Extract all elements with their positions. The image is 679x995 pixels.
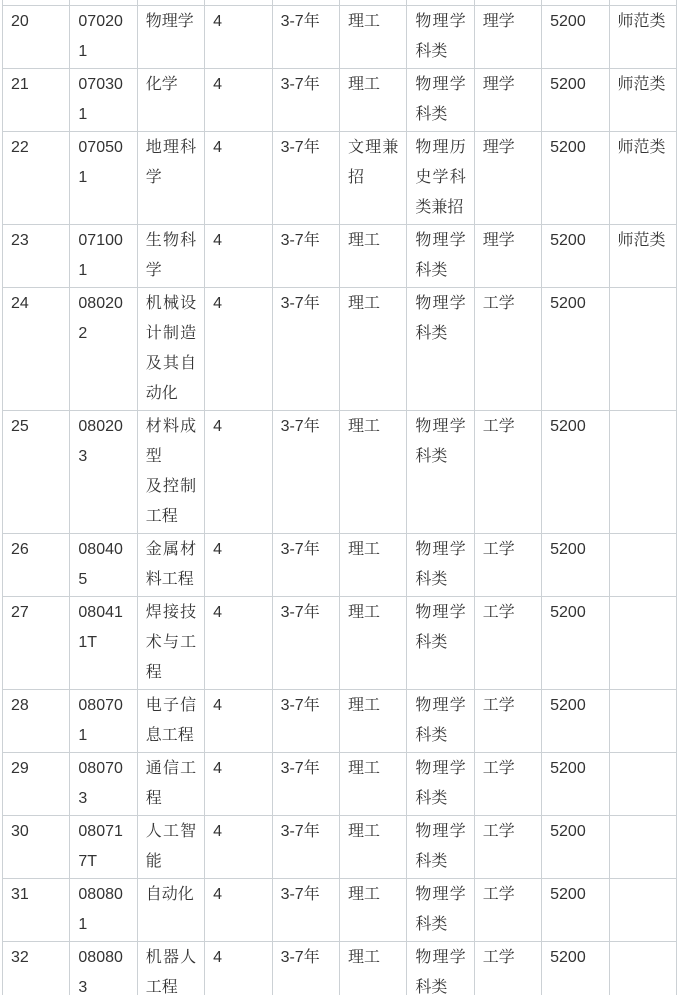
- cell-degree-category: 工学: [474, 288, 541, 411]
- cell-tuition-fee: 5200: [542, 534, 609, 597]
- cell-enroll-category: 理工: [339, 69, 406, 132]
- cell-tuition-fee: 5200: [542, 879, 609, 942]
- cell-years: 4: [205, 942, 272, 995]
- cell-tuition-fee: 5200: [542, 69, 609, 132]
- table-row: [3, 879, 677, 942]
- cell-enroll-category: 理工: [339, 690, 406, 753]
- cell-study-period: 3-7年: [272, 597, 339, 690]
- cell-major-code: 080703: [70, 753, 137, 816]
- cell-major-name: 机器人工程: [137, 942, 204, 995]
- cell-subject-group: 物理学科类: [407, 69, 474, 132]
- cell-note: 师范类: [609, 225, 676, 288]
- cell-note: [609, 288, 676, 411]
- table-row: [3, 690, 677, 753]
- cell-row-number: 21: [3, 69, 70, 132]
- cell-row-number: 24: [3, 288, 70, 411]
- cell-degree-category: 工学: [474, 534, 541, 597]
- table-row: [3, 534, 677, 597]
- cell-years: 4: [205, 816, 272, 879]
- cell-study-period: 3-7年: [272, 690, 339, 753]
- cell-major-name: 地理科学: [137, 132, 204, 225]
- cell-major-code: 080203: [70, 411, 137, 534]
- cell-major-name: 材料成型 及控制工程: [137, 411, 204, 534]
- cell-years: 4: [205, 288, 272, 411]
- cell-row-number: 20: [3, 6, 70, 69]
- cell-enroll-category: 理工: [339, 942, 406, 995]
- cell-tuition-fee: 5200: [542, 942, 609, 995]
- cell-row-number: 22: [3, 132, 70, 225]
- cell-tuition-fee: 5200: [542, 225, 609, 288]
- cell-study-period: 3-7年: [272, 816, 339, 879]
- cell-enroll-category: 理工: [339, 411, 406, 534]
- cell-degree-category: 理学: [474, 69, 541, 132]
- cell-note: [609, 411, 676, 534]
- cell-major-name: 电子信息工程: [137, 690, 204, 753]
- cell-note: [609, 816, 676, 879]
- cell-degree-category: 工学: [474, 690, 541, 753]
- cell-row-number: 30: [3, 816, 70, 879]
- cell-years: 4: [205, 132, 272, 225]
- cell-degree-category: 工学: [474, 597, 541, 690]
- cell-subject-group: 物理学科类: [407, 225, 474, 288]
- table-row: [3, 816, 677, 879]
- cell-degree-category: 工学: [474, 411, 541, 534]
- cell-note: 师范类: [609, 6, 676, 69]
- cell-major-code: 070201: [70, 6, 137, 69]
- cell-enroll-category: 理工: [339, 288, 406, 411]
- cell-study-period: 3-7年: [272, 6, 339, 69]
- cell-major-name: 焊接技术与工程: [137, 597, 204, 690]
- cell-tuition-fee: 5200: [542, 6, 609, 69]
- table-row: [3, 6, 677, 69]
- cell-subject-group: 物理学科类: [407, 288, 474, 411]
- table-row: [3, 942, 677, 995]
- cell-enroll-category: 理工: [339, 879, 406, 942]
- cell-degree-category: 理学: [474, 132, 541, 225]
- cell-major-code: 080411T: [70, 597, 137, 690]
- cell-years: 4: [205, 753, 272, 816]
- cell-subject-group: 物理学科类: [407, 6, 474, 69]
- cell-enroll-category: 理工: [339, 225, 406, 288]
- cell-tuition-fee: 5200: [542, 690, 609, 753]
- cell-subject-group: 物理学科类: [407, 411, 474, 534]
- cell-study-period: 3-7年: [272, 288, 339, 411]
- cell-subject-group: 物理学科类: [407, 597, 474, 690]
- cell-major-name: 通信工程: [137, 753, 204, 816]
- cell-row-number: 29: [3, 753, 70, 816]
- cell-degree-category: 理学: [474, 6, 541, 69]
- cell-tuition-fee: 5200: [542, 816, 609, 879]
- cell-study-period: 3-7年: [272, 69, 339, 132]
- cell-years: 4: [205, 69, 272, 132]
- cell-study-period: 3-7年: [272, 411, 339, 534]
- cell-subject-group: 物理学科类: [407, 690, 474, 753]
- cell-row-number: 31: [3, 879, 70, 942]
- table-row: [3, 597, 677, 690]
- cell-years: 4: [205, 690, 272, 753]
- cell-row-number: 25: [3, 411, 70, 534]
- cell-major-name: 物理学: [137, 6, 204, 69]
- table-row: [3, 69, 677, 132]
- table-row: [3, 225, 677, 288]
- cell-tuition-fee: 5200: [542, 753, 609, 816]
- cell-degree-category: 工学: [474, 942, 541, 995]
- majors-table-body: [3, 0, 677, 995]
- cell-note: 师范类: [609, 132, 676, 225]
- cell-note: [609, 690, 676, 753]
- cell-study-period: 3-7年: [272, 225, 339, 288]
- cell-subject-group: 物理学科类: [407, 753, 474, 816]
- cell-tuition-fee: 5200: [542, 411, 609, 534]
- cell-degree-category: 工学: [474, 753, 541, 816]
- cell-major-code: 070301: [70, 69, 137, 132]
- cell-note: [609, 534, 676, 597]
- cell-subject-group: 物理历史学科类兼招: [407, 132, 474, 225]
- cell-major-name: 自动化: [137, 879, 204, 942]
- table-row: [3, 132, 677, 225]
- cell-row-number: 26: [3, 534, 70, 597]
- cell-years: 4: [205, 879, 272, 942]
- cell-years: 4: [205, 225, 272, 288]
- cell-major-code: 080717T: [70, 816, 137, 879]
- cell-subject-group: 物理学科类: [407, 942, 474, 995]
- cell-enroll-category: 文理兼招: [339, 132, 406, 225]
- cell-major-name: 化学: [137, 69, 204, 132]
- cell-note: [609, 597, 676, 690]
- cell-years: 4: [205, 6, 272, 69]
- cell-major-name: 金属材料工程: [137, 534, 204, 597]
- cell-study-period: 3-7年: [272, 132, 339, 225]
- cell-major-code: 080801: [70, 879, 137, 942]
- cell-major-name: 机械设计制造及其自动化: [137, 288, 204, 411]
- cell-years: 4: [205, 411, 272, 534]
- cell-enroll-category: 理工: [339, 753, 406, 816]
- cell-degree-category: 工学: [474, 879, 541, 942]
- cell-enroll-category: 理工: [339, 6, 406, 69]
- cell-note: [609, 753, 676, 816]
- cell-enroll-category: 理工: [339, 597, 406, 690]
- cell-major-name: 人工智能: [137, 816, 204, 879]
- cell-study-period: 3-7年: [272, 753, 339, 816]
- cell-row-number: 32: [3, 942, 70, 995]
- table-row: [3, 753, 677, 816]
- cell-row-number: 27: [3, 597, 70, 690]
- cell-note: [609, 942, 676, 995]
- cell-enroll-category: 理工: [339, 534, 406, 597]
- cell-major-code: 080803: [70, 942, 137, 995]
- cell-note: [609, 879, 676, 942]
- cell-enroll-category: 理工: [339, 816, 406, 879]
- cell-major-code: 070501: [70, 132, 137, 225]
- cell-row-number: 23: [3, 225, 70, 288]
- cell-row-number: 28: [3, 690, 70, 753]
- cell-study-period: 3-7年: [272, 942, 339, 995]
- cell-major-code: 071001: [70, 225, 137, 288]
- cell-years: 4: [205, 534, 272, 597]
- cell-tuition-fee: 5200: [542, 597, 609, 690]
- cell-major-code: 080405: [70, 534, 137, 597]
- cell-major-code: 080202: [70, 288, 137, 411]
- cell-study-period: 3-7年: [272, 534, 339, 597]
- cell-major-name: 生物科学: [137, 225, 204, 288]
- cell-tuition-fee: 5200: [542, 288, 609, 411]
- table-row: [3, 411, 677, 534]
- cell-study-period: 3-7年: [272, 879, 339, 942]
- cell-subject-group: 物理学科类: [407, 816, 474, 879]
- cell-subject-group: 物理学科类: [407, 879, 474, 942]
- majors-admission-table: [2, 0, 677, 995]
- cell-subject-group: 物理学科类: [407, 534, 474, 597]
- cell-years: 4: [205, 597, 272, 690]
- cell-major-code: 080701: [70, 690, 137, 753]
- cell-tuition-fee: 5200: [542, 132, 609, 225]
- cell-degree-category: 理学: [474, 225, 541, 288]
- table-row: [3, 288, 677, 411]
- cell-note: 师范类: [609, 69, 676, 132]
- cell-degree-category: 工学: [474, 816, 541, 879]
